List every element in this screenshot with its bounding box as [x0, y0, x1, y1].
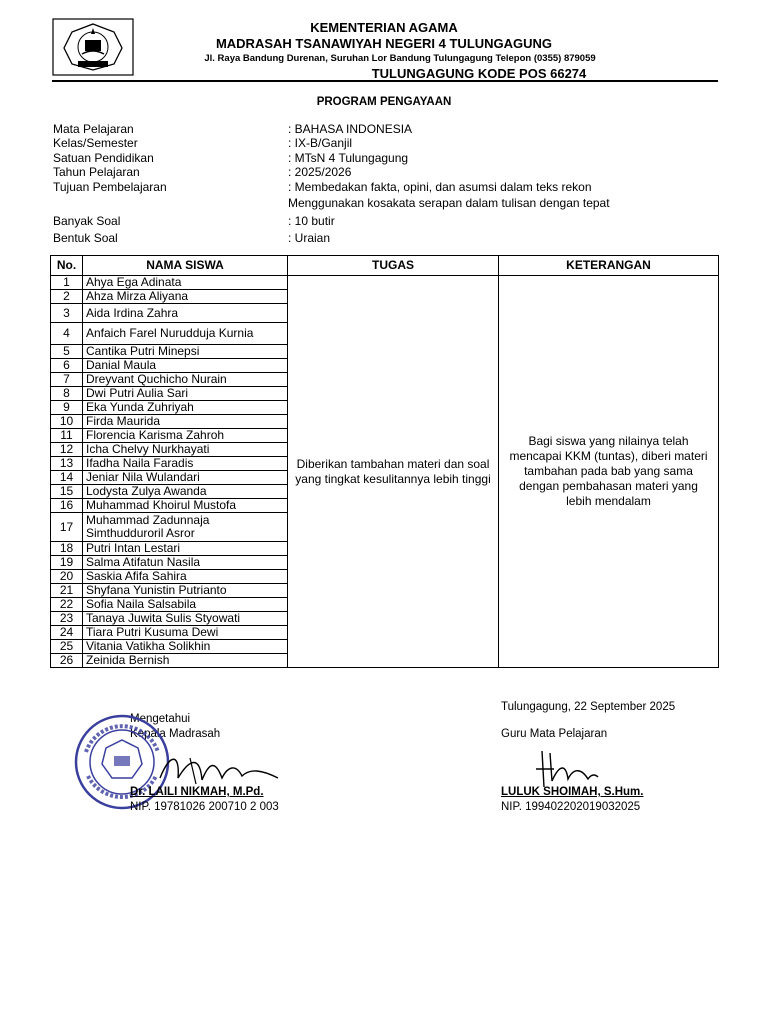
student-name: Ahya Ega Adinata — [83, 276, 288, 290]
student-no: 26 — [51, 654, 83, 668]
student-no: 15 — [51, 485, 83, 499]
info-value-year: : 2025/2026 — [288, 165, 352, 179]
student-name: Dreyvant Quchicho Nurain — [83, 373, 288, 387]
student-no: 12 — [51, 443, 83, 457]
info-value-objective-2: Menggunakan kosakata serapan dalam tulisan dengan tepat — [288, 196, 610, 210]
student-name: Dwi Putri Aulia Sari — [83, 387, 288, 401]
student-no: 23 — [51, 612, 83, 626]
task-cell: Diberikan tambahan materi dan soal yang tingkat kesulitannya lebih tinggi — [288, 276, 499, 668]
student-no: 18 — [51, 542, 83, 556]
student-no: 7 — [51, 373, 83, 387]
student-no: 8 — [51, 387, 83, 401]
student-no: 5 — [51, 345, 83, 359]
student-no: 13 — [51, 457, 83, 471]
header-address: Jl. Raya Bandung Durenan, Suruhan Lor Bandung Tulungagung Telepon (0355) 879059 — [204, 53, 596, 64]
student-no: 20 — [51, 570, 83, 584]
header-note: KETERANGAN — [499, 256, 719, 276]
student-no: 1 — [51, 276, 83, 290]
sig-left-name: Dr. LAILI NIKMAH, M.Pd. — [130, 786, 264, 798]
student-no: 21 — [51, 584, 83, 598]
student-name: Saskia Afifa Sahira — [83, 570, 288, 584]
sig-right-role: Guru Mata Pelajaran — [501, 728, 608, 740]
table-header-row — [51, 256, 719, 276]
info-value-class: : IX-B/Ganjil — [288, 136, 353, 150]
student-no: 17 — [51, 513, 83, 542]
student-no: 22 — [51, 598, 83, 612]
sig-right-nip: NIP. 199402202019032025 — [501, 801, 641, 813]
info-value-form: : Uraian — [288, 231, 331, 245]
info-label-subject: Mata Pelajaran — [53, 122, 134, 136]
student-name: Vitania Vatikha Solikhin — [83, 640, 288, 654]
header-divider — [52, 80, 718, 82]
student-no: 14 — [51, 471, 83, 485]
info-label-form: Bentuk Soal — [53, 231, 118, 245]
header-no: No. — [51, 256, 83, 276]
student-no: 16 — [51, 499, 83, 513]
student-no: 2 — [51, 290, 83, 304]
header-school: MADRASAH TSANAWIYAH NEGERI 4 TULUNGAGUNG — [215, 36, 553, 51]
student-name: Aida Irdina Zahra — [83, 304, 288, 323]
student-name: Anfaich Farel Nurudduja Kurnia — [83, 323, 288, 345]
student-name: Ahza Mirza Aliyana — [83, 290, 288, 304]
header-ministry: KEMENTERIAN AGAMA — [310, 20, 458, 35]
student-name: Tanaya Juwita Sulis Styowati — [83, 612, 288, 626]
info-label-class: Kelas/Semester — [53, 136, 138, 150]
student-name: Shyfana Yunistin Putrianto — [83, 584, 288, 598]
student-no: 4 — [51, 323, 83, 345]
header-name: NAMA SISWA — [83, 256, 288, 276]
signature-left-icon — [150, 748, 290, 788]
student-no: 25 — [51, 640, 83, 654]
student-no: 19 — [51, 556, 83, 570]
student-no: 11 — [51, 429, 83, 443]
student-no: 9 — [51, 401, 83, 415]
student-name: Cantika Putri Minepsi — [83, 345, 288, 359]
student-name: Muhammad Khoirul Mustofa — [83, 499, 288, 513]
student-name: Icha Chelvy Nurkhayati — [83, 443, 288, 457]
student-no: 6 — [51, 359, 83, 373]
table-row — [51, 276, 719, 290]
place-date: Tulungagung, 22 September 2025 — [501, 701, 676, 713]
header-city-post: TULUNGAGUNG KODE POS 66274 — [371, 66, 587, 81]
sig-left-line1: Mengetahui — [130, 713, 191, 725]
info-label-year: Tahun Pelajaran — [53, 165, 140, 179]
student-name: Putri Intan Lestari — [83, 542, 288, 556]
sig-left-nip: NIP. 19781026 200710 2 003 — [130, 801, 279, 813]
info-value-subject: : BAHASA INDONESIA — [288, 122, 413, 136]
sig-right-name: LULUK SHOIMAH, S.Hum. — [501, 786, 644, 798]
student-name: Jeniar Nila Wulandari — [83, 471, 288, 485]
document-title: PROGRAM PENGAYAAN — [316, 96, 452, 108]
student-name: Eka Yunda Zuhriyah — [83, 401, 288, 415]
sig-left-line2: Kepala Madrasah — [130, 728, 221, 740]
info-value-unit: : MTsN 4 Tulungagung — [288, 151, 409, 165]
student-no: 24 — [51, 626, 83, 640]
student-name: Florencia Karisma Zahroh — [83, 429, 288, 443]
info-label-count: Banyak Soal — [53, 214, 121, 228]
student-name: Firda Maurida — [83, 415, 288, 429]
student-name: Lodysta Zulya Awanda — [83, 485, 288, 499]
student-name: Ifadha Naila Faradis — [83, 457, 288, 471]
student-name: Zeinida Bernish — [83, 654, 288, 668]
enrichment-table — [50, 255, 719, 668]
info-value-objective: : Membedakan fakta, opini, dan asumsi dalam teks rekon — [288, 180, 592, 194]
student-name: Muhammad Zadunnaja Simthudduroril Asror — [83, 513, 288, 542]
info-value-count: : 10 butir — [288, 214, 335, 228]
student-name: Tiara Putri Kusuma Dewi — [83, 626, 288, 640]
student-name: Salma Atifatun Nasila — [83, 556, 288, 570]
signature-right-icon — [530, 745, 600, 790]
student-name: Danial Maula — [83, 359, 288, 373]
note-cell: Bagi siswa yang nilainya telah mencapai KKM (tuntas), diberi materi tambahan pada bab yang sama dengan pembahasan materi yang lebih mendalam — [499, 276, 719, 668]
student-no: 10 — [51, 415, 83, 429]
student-no: 3 — [51, 304, 83, 323]
header-task: TUGAS — [288, 256, 499, 276]
info-label-unit: Satuan Pendidikan — [53, 151, 154, 165]
info-label-objective: Tujuan Pembelajaran — [53, 180, 167, 194]
student-name: Sofia Naila Salsabila — [83, 598, 288, 612]
